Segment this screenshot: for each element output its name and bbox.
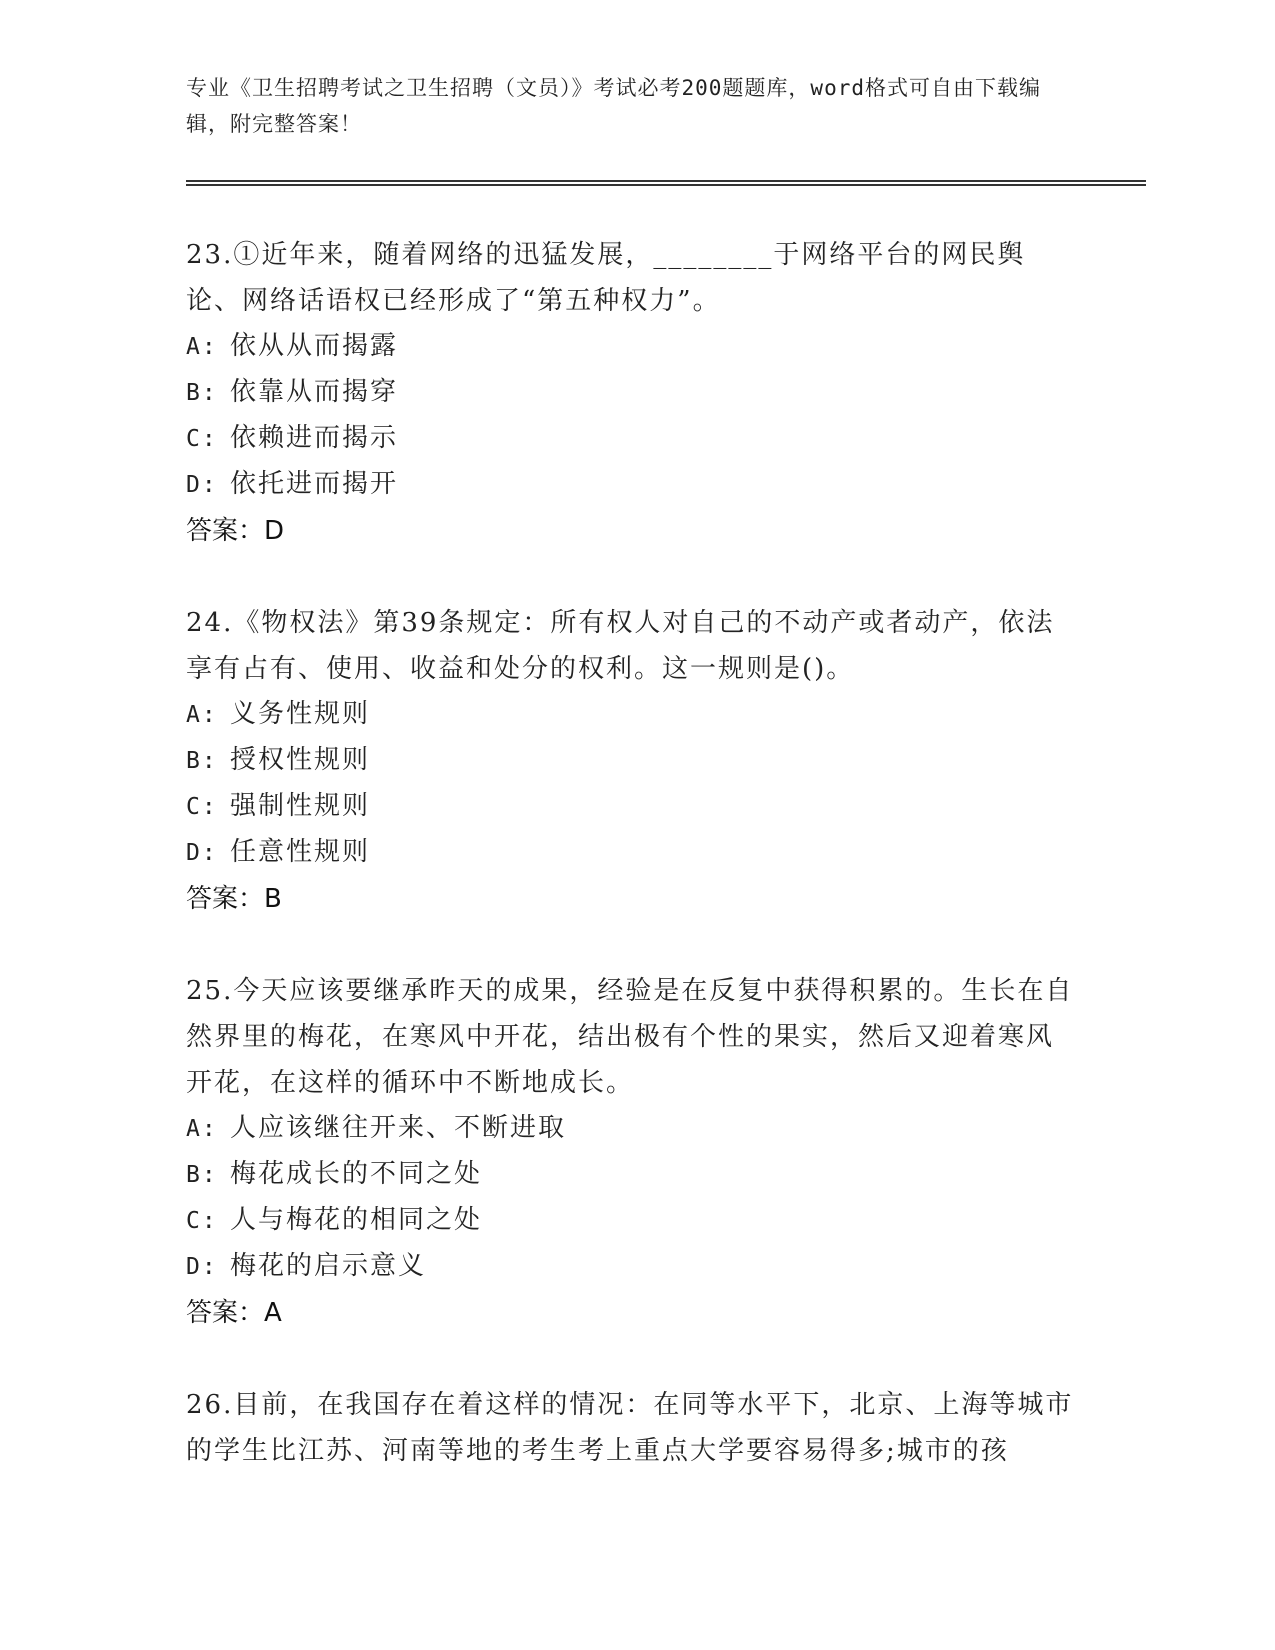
- option-list: [186, 324, 1146, 508]
- option-text: 任意性规则: [230, 837, 371, 867]
- option-list: [186, 1106, 1146, 1290]
- option-text: 依从从而揭露: [230, 331, 399, 361]
- option-letter: B:: [186, 380, 218, 406]
- question-stem: 23.①近年来，随着网络的迅猛发展，________于网络平台的网民舆论、网络话语权已经形成了“第五种权力”。: [186, 240, 1026, 316]
- option-text: 梅花的启示意义: [230, 1251, 427, 1281]
- document-header: 专业《卫生招聘考试之卫生招聘（文员）》考试必考200题题库，word格式可自由下载编辑，附完整答案！: [186, 76, 1041, 136]
- option-b: [186, 738, 1146, 784]
- option-c: [186, 416, 1146, 462]
- option-c: [186, 784, 1146, 830]
- question-item: [186, 232, 1146, 554]
- option-d: [186, 462, 1146, 508]
- option-letter: A:: [186, 702, 218, 728]
- option-d: [186, 1244, 1146, 1290]
- option-text: 人与梅花的相同之处: [230, 1205, 483, 1235]
- option-d: [186, 830, 1146, 876]
- option-text: 依托进而揭开: [230, 469, 399, 499]
- header-divider: [186, 180, 1146, 186]
- answer-line: 答案：B: [186, 884, 282, 914]
- option-b: [186, 1152, 1146, 1198]
- option-letter: B:: [186, 1162, 218, 1188]
- option-text: 依靠从而揭穿: [230, 377, 399, 407]
- option-c: [186, 1198, 1146, 1244]
- option-letter: D:: [186, 472, 218, 498]
- question-stem: 24.《物权法》第39条规定：所有权人对自己的不动产或者动产，依法享有占有、使用、收益和处分的权利。这一规则是()。: [186, 608, 1055, 684]
- question-list: [186, 232, 1146, 1474]
- option-letter: C:: [186, 1208, 218, 1234]
- option-a: [186, 692, 1146, 738]
- question-item: [186, 968, 1146, 1336]
- option-letter: A:: [186, 334, 218, 360]
- question-item: [186, 600, 1146, 922]
- answer-line: 答案：D: [186, 516, 285, 546]
- option-list: [186, 692, 1146, 876]
- option-letter: A:: [186, 1116, 218, 1142]
- option-text: 依赖进而揭示: [230, 423, 399, 453]
- option-a: [186, 1106, 1146, 1152]
- option-letter: D:: [186, 1254, 218, 1280]
- question-stem: 25.今天应该要继承昨天的成果，经验是在反复中获得积累的。生长在自然界里的梅花，在寒风中开花，结出极有个性的果实，然后又迎着寒风开花，在这样的循环中不断地成长。: [186, 976, 1074, 1098]
- document-page: [186, 70, 1146, 1520]
- option-letter: C:: [186, 426, 218, 452]
- option-letter: B:: [186, 748, 218, 774]
- answer-line: 答案：A: [186, 1298, 282, 1328]
- question-item: [186, 1382, 1146, 1474]
- option-text: 强制性规则: [230, 791, 371, 821]
- option-text: 授权性规则: [230, 745, 371, 775]
- option-text: 梅花成长的不同之处: [230, 1159, 483, 1189]
- option-b: [186, 370, 1146, 416]
- option-text: 人应该继往开来、不断进取: [230, 1113, 567, 1143]
- option-letter: D:: [186, 840, 218, 866]
- question-stem: 26.目前，在我国存在着这样的情况：在同等水平下，北京、上海等城市的学生比江苏、河南等地的考生考上重点大学要容易得多;城市的孩: [186, 1390, 1074, 1466]
- option-text: 义务性规则: [230, 699, 371, 729]
- option-a: [186, 324, 1146, 370]
- option-letter: C:: [186, 794, 218, 820]
